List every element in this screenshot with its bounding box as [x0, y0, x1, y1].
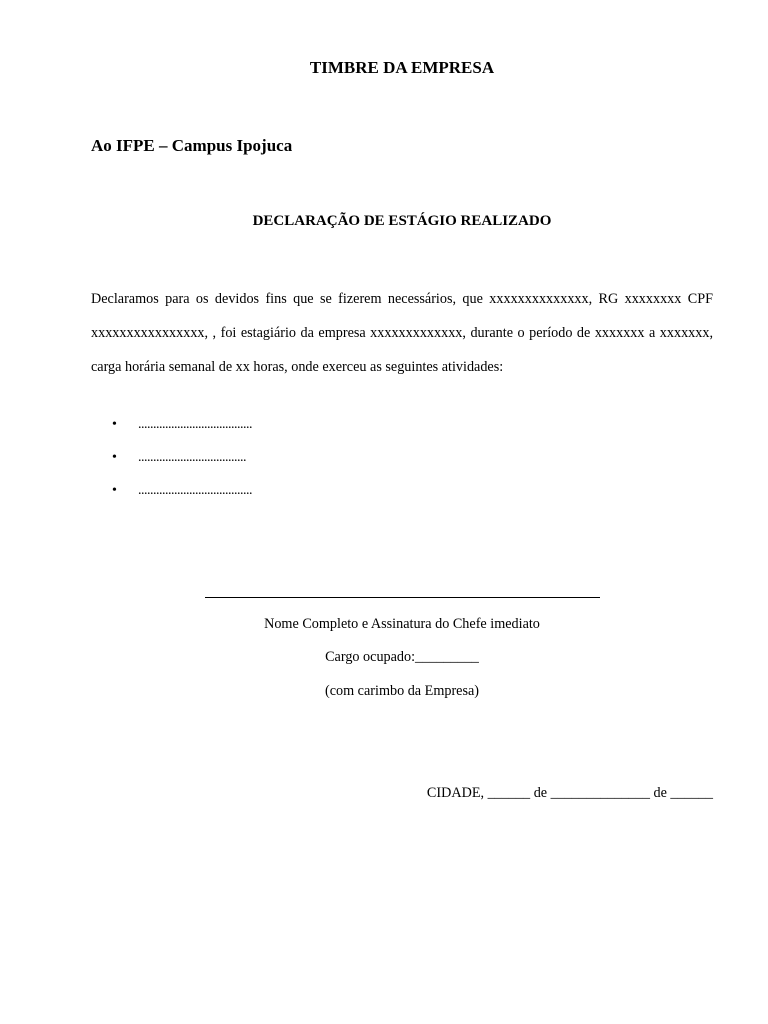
declaration-body: Declaramos para os devidos fins que se fizerem necessários, que xxxxxxxxxxxxxx, RG xxxxxxxx CPF xxxxxxxxxxxxxxxx, , foi estagiário da empresa xxxxxxxxxxxxx, durante o período de xxxxxxx a xxxxxxx, carga horária semanal de xx horas, onde exerceu as seguintes atividades: [91, 291, 713, 375]
activity-placeholder: ...................................... [138, 417, 252, 432]
company-stamp-note: (com carimbo da Empresa) [324, 683, 480, 699]
bullet-icon: • [112, 417, 117, 432]
activity-placeholder: .................................... [138, 450, 246, 465]
recipient-line: Ao IFPE – Campus Ipojuca [91, 136, 293, 155]
activity-placeholder: ...................................... [138, 483, 252, 498]
declaration-title: DECLARAÇÃO DE ESTÁGIO REALIZADO [252, 213, 552, 229]
signer-role-label: Cargo ocupado:_________ [325, 649, 479, 665]
company-letterhead: TIMBRE DA EMPRESA [309, 58, 495, 77]
place-and-date: CIDADE, ______ de ______________ de ______ [426, 785, 713, 801]
signer-name-label: Nome Completo e Assinatura do Chefe imediato [264, 616, 540, 632]
bullet-icon: • [112, 483, 117, 498]
bullet-icon: • [112, 450, 117, 465]
signature-line [205, 597, 600, 598]
